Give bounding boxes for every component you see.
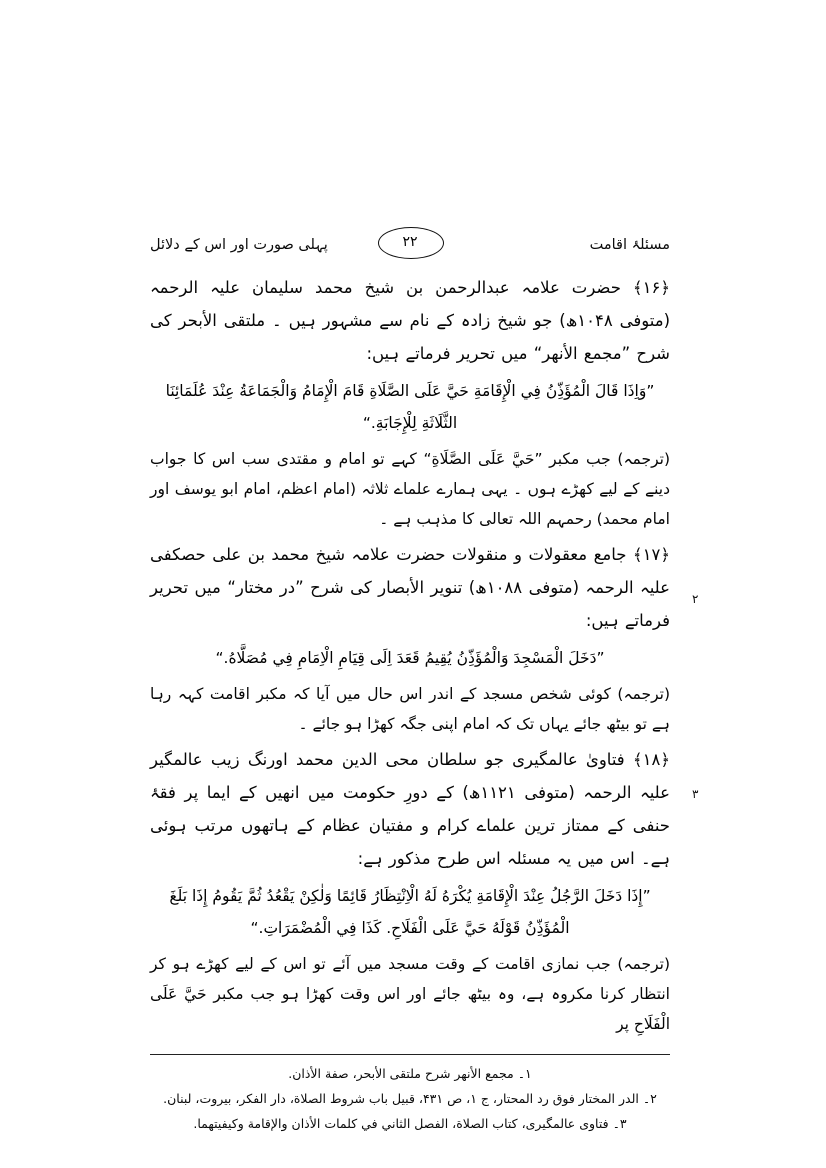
footnote-3: ۳۔ فتاوی عالمگیری، کتاب الصلاة، الفصل الثاني في کلمات الأذان والإقامة وکیفیتھما. bbox=[193, 1115, 627, 1131]
footnote-divider bbox=[150, 1054, 670, 1055]
translation-18: (ترجمہ) جب نمازی اقامت کے وقت مسجد میں آئے تو اس کے لیے کھڑے ہو کر انتظار کرنا مکروہ ہے، وہ بیٹھ جائے اور اس وقت کھڑا ہو جب مکبر حَيَّ عَلَى الْفَلَاحِ پر bbox=[150, 954, 670, 1034]
footnote-2: ۲۔ الدر المختار فوق رد المحتار، ج ۱، ص ۴۳۱، قبیل باب شروط الصلاة، دار الفکر، بیروت، لبنان. bbox=[163, 1090, 657, 1106]
header-right-title: مسئلۂ اقامت bbox=[589, 237, 670, 253]
page-number-badge bbox=[378, 227, 442, 257]
translation-17: (ترجمہ) کوئی شخص مسجد کے اندر اس حال میں آیا کہ مکبر اقامت کہہ رہا ہے تو بیٹھ جائے یہاں تک کہ امام اپنی جگہ کھڑا ہو جائے ۔ bbox=[150, 684, 670, 734]
paragraph-18: ﴿۱۸﴾ فتاویٰ عالمگیری جو سلطان محی الدین محمد اورنگ زیب عالمگیر علیہ الرحمہ (متوفی ۱۱۲۱ھ) کے دورِ حکومت میں انھیں کے ایما پر فقۂ حنفی کے ممتاز ترین علماے کرام و مفتیان عظام کے ہاتھوں مرتب ہوئی ہے۔ اس میں یہ مسئلہ اس طرح مذکور ہے: bbox=[150, 750, 670, 869]
margin-reference-3: ۳ bbox=[692, 787, 699, 801]
body-text bbox=[150, 271, 670, 1040]
paragraph-16: ﴿۱۶﴾ حضرت علامہ عبدالرحمن بن شیخ محمد سلیمان علیہ الرحمہ (متوفی ۱۰۴۸ھ) جو شیخ زادہ کے نام سے مشہور ہیں ۔ ملتقی الأبحر کی شرح ”مجمع الأنھر“ میں تحریر فرماتے ہیں: bbox=[150, 278, 671, 363]
footnote-list bbox=[150, 1061, 670, 1136]
page-content bbox=[150, 225, 671, 1131]
translation-16: (ترجمہ) جب مکبر ”حَيَّ عَلَى الصَّلَاةِ“ کہے تو امام و مقتدی سب اس کا جواب دینے کے لیے کھڑے ہوں ۔ یہی ہمارے علماے ثلاثہ (امام اعظم، امام ابو یوسف اور امام محمد) رحمہم اللہ تعالی کا مذہب ہے ۔ bbox=[150, 449, 670, 528]
arabic-quote-17: ”دَخَلَ الْمَسْجِدَ وَالْمُؤَذِّنُ يُقِيمُ قَعَدَ اِلَى قِيَامِ الْاِمَامِ فِي مُصَلَّاهُ.“ bbox=[215, 649, 605, 668]
arabic-quote-16: ”وَاِذَا قَالَ الْمُؤَذِّنُ فِي الْإِقَامَةِ حَيَّ عَلَى الصَّلَاةِ قَامَ الْإِمَامُ وَالْجَمَاعَةُ عِنْدَ عُلَمَائِنَا الثَّلَاثَةِ لِلْإِجَابَةِ.“ bbox=[165, 382, 655, 432]
page-number: ۲۲ bbox=[402, 234, 418, 250]
footnote-1: ۱۔ مجمع الأنھر شرح ملتقی الأبحر، صفة الأذان. bbox=[288, 1065, 532, 1081]
page-header bbox=[150, 225, 670, 265]
paragraph-17: ﴿۱۷﴾ جامع معقولات و منقولات حضرت علامہ شیخ محمد بن علی حصکفی علیہ الرحمہ (متوفی ۱۰۸۸ھ) تنویر الأبصار کی شرح ”در مختار“ میں تحریر فرماتے ہیں: bbox=[150, 545, 670, 631]
arabic-quote-18: ”إِذَا دَخَلَ الرَّجُلُ عِنْدَ الْإِقَامَةِ يُكْرَهُ لَهُ الْاِنْتِظَارُ قَائِمًا وَلٰكِنْ يَقْعُدُ ثُمَّ يَقُومُ إِذَا بَلَغَ الْمُؤَذِّنُ قَوْلَهُ حَيَّ عَلَى الْفَلَاحِ. كَذَا فِي الْمُضْمَرَاتِ.“ bbox=[169, 887, 651, 938]
margin-reference-2: ۲ bbox=[692, 592, 699, 606]
header-left-title: پہلی صورت اور اس کے دلائل bbox=[150, 237, 328, 253]
